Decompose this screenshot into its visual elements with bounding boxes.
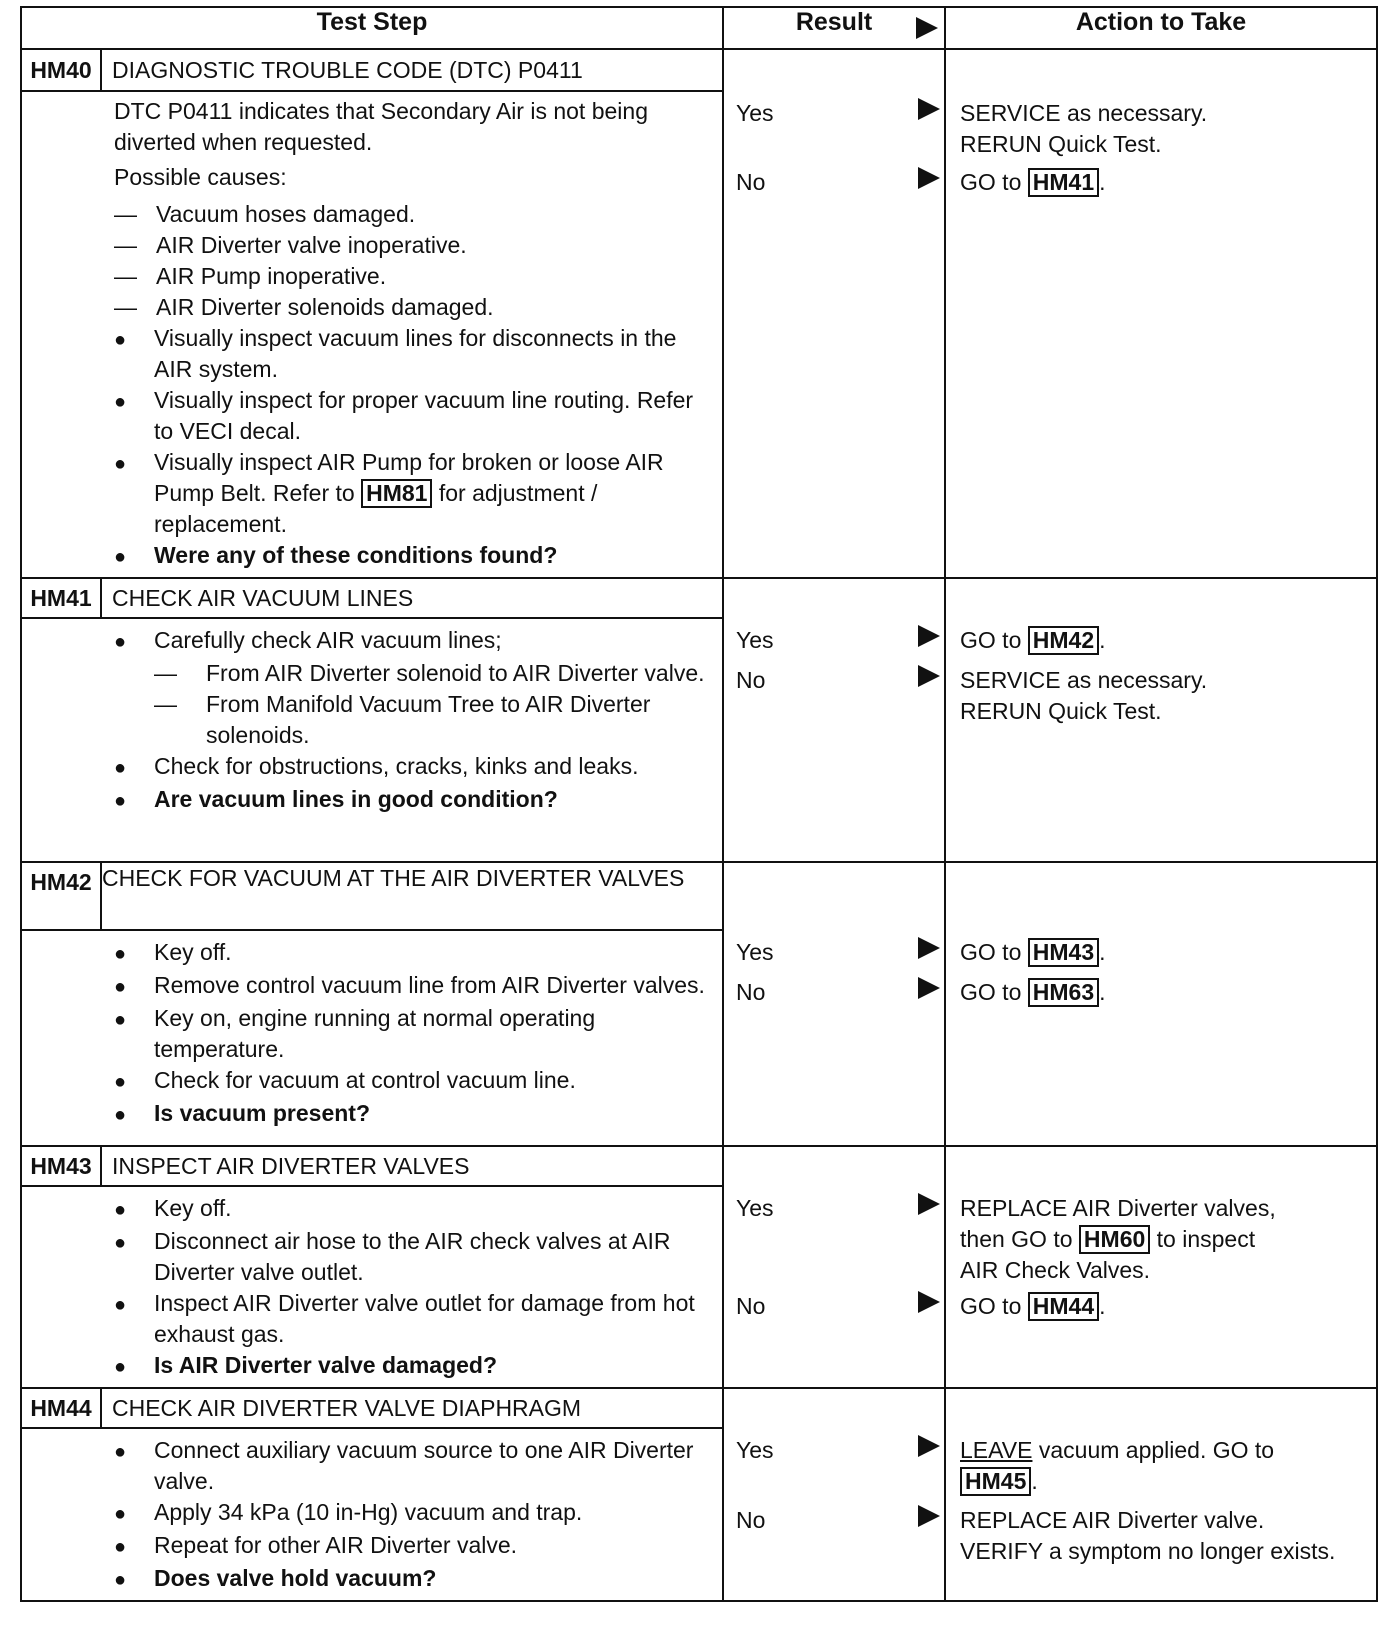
result-no-label: No <box>736 169 766 195</box>
action-no <box>960 167 1368 198</box>
step-hm41-result <box>723 578 945 862</box>
step-code: HM43 <box>21 1146 101 1186</box>
bullet-text: Check for obstructions, cracks, kinks and leaks. <box>154 753 639 779</box>
action-yes <box>960 625 1368 656</box>
header-row <box>21 7 1377 49</box>
em-dash-icon <box>114 199 156 230</box>
bullet-text <box>154 447 712 540</box>
action-text: REPLACE AIR Diverter valves, <box>960 1195 1276 1221</box>
action-no <box>960 665 1368 727</box>
question-text: Is vacuum present? <box>154 1100 371 1126</box>
cause-item <box>114 230 712 261</box>
action-text-part: vacuum applied. GO to <box>1038 1437 1275 1463</box>
bullet-text: Visually inspect vacuum lines for disconnects in the AIR system. <box>154 325 677 382</box>
header-result <box>723 7 945 49</box>
bullet-text-part: Visually inspect AIR Pump for broken or loose AIR Pump Belt. Refer to <box>154 449 664 506</box>
bullet-item <box>114 1435 712 1497</box>
result-yes <box>736 1435 944 1466</box>
step-hm43-title-row <box>21 1146 1377 1186</box>
bullet-item <box>114 937 712 970</box>
header-result-label: Result <box>795 8 873 36</box>
action-text-part: LEAVE <box>960 1437 1033 1463</box>
bullet-dot-icon <box>114 447 154 540</box>
bullet-item-question <box>114 1098 712 1131</box>
step-reference-link[interactable]: HM81 <box>361 479 432 508</box>
step-hm41-action <box>945 578 1377 862</box>
step-hm41-title-row <box>21 578 1377 618</box>
bullet-text: Key off. <box>154 1195 232 1221</box>
cause-item <box>114 292 712 323</box>
bullet-dot-icon <box>114 323 154 385</box>
bullet-dot-icon <box>114 625 154 658</box>
action-text-part: then GO to <box>960 1226 1073 1252</box>
result-no <box>736 167 944 198</box>
action-text: . <box>1099 939 1106 965</box>
bullet-text: Visually inspect for proper vacuum line routing. Refer to VECI decal. <box>154 387 694 444</box>
action-text: GO to <box>960 627 1022 653</box>
action-text: RERUN Quick Test. <box>960 131 1162 157</box>
result-yes-label: Yes <box>736 1437 774 1463</box>
action-text: AIR Check Valves. <box>960 1257 1151 1283</box>
bullet-text: Key on, engine running at normal operating temperature. <box>154 1005 596 1062</box>
bullet-dot-icon <box>114 937 154 970</box>
right-triangle-arrow-icon <box>918 665 940 687</box>
result-yes-label: Yes <box>736 100 774 126</box>
step-hm40-title-row <box>21 49 1377 91</box>
step-reference-link[interactable]: HM60 <box>1079 1225 1150 1254</box>
bullet-item <box>114 323 712 385</box>
bullet-item <box>114 970 712 1003</box>
action-yes <box>960 937 1368 968</box>
action-no <box>960 977 1368 1008</box>
result-yes-label: Yes <box>736 1195 774 1221</box>
result-yes <box>736 1193 944 1224</box>
action-text-part: to inspect <box>1156 1226 1256 1252</box>
bullet-dot-icon <box>114 1563 154 1596</box>
bullet-dot-icon <box>114 1003 154 1065</box>
step-code: HM42 <box>21 862 101 930</box>
bullet-text: Inspect AIR Diverter valve outlet for damage from hot exhaust gas. <box>154 1290 695 1347</box>
bullet-item <box>114 447 712 540</box>
action-yes <box>960 1193 1368 1286</box>
bullet-dot-icon <box>114 1226 154 1288</box>
step-code: HM44 <box>21 1388 101 1428</box>
bullet-item <box>114 751 712 784</box>
bullet-item-question <box>114 784 712 817</box>
action-yes <box>960 1435 1368 1497</box>
bullet-text: Remove control vacuum line from AIR Diverter valves. <box>154 972 705 998</box>
action-text <box>960 1466 1368 1497</box>
bullet-item <box>114 1003 712 1065</box>
em-dash-icon <box>114 261 156 292</box>
step-reference-link[interactable]: HM43 <box>1028 938 1099 967</box>
action-no <box>960 1291 1368 1322</box>
question-text: Were any of these conditions found? <box>154 542 558 568</box>
bullet-dot-icon <box>114 1350 154 1383</box>
bullet-item <box>114 1288 712 1350</box>
step-code: HM41 <box>21 578 101 618</box>
bullet-dot-icon <box>114 970 154 1003</box>
bullet-item-question <box>114 1350 712 1383</box>
action-text: GO to <box>960 169 1022 195</box>
action-text: . <box>1099 627 1106 653</box>
step-reference-link[interactable]: HM44 <box>1028 1292 1099 1321</box>
bullet-text: Repeat for other AIR Diverter valve. <box>154 1532 518 1558</box>
question-text: Are vacuum lines in good condition? <box>154 786 558 812</box>
step-hm40-body <box>21 91 723 578</box>
bullet-item <box>114 625 712 658</box>
bullet-text: Apply 34 kPa (10 in-Hg) vacuum and trap. <box>154 1499 583 1525</box>
step-title: DIAGNOSTIC TROUBLE CODE (DTC) P0411 <box>101 49 723 91</box>
sub-text: From Manifold Vacuum Tree to AIR Diverter solenoids. <box>206 691 651 748</box>
bullet-item-question <box>114 540 712 573</box>
bullet-item <box>114 385 712 447</box>
right-triangle-arrow-icon <box>918 98 940 120</box>
action-text: REPLACE AIR Diverter valve. <box>960 1507 1265 1533</box>
action-no <box>960 1505 1368 1567</box>
action-text: . <box>1099 1293 1106 1319</box>
bullet-dot-icon <box>114 540 154 573</box>
action-text <box>960 1224 1368 1255</box>
bullet-item <box>114 1065 712 1098</box>
action-text: . <box>1099 979 1106 1005</box>
sub-item <box>114 658 712 689</box>
bullet-text: Check for vacuum at control vacuum line. <box>154 1067 576 1093</box>
step-hm44-result <box>723 1388 945 1601</box>
bullet-text-part: for adjustment / replacement. <box>154 480 598 537</box>
bullet-text: Connect auxiliary vacuum source to one AIR Diverter valve. <box>154 1437 694 1494</box>
result-yes-label: Yes <box>736 939 774 965</box>
step-title: INSPECT AIR DIVERTER VALVES <box>101 1146 723 1186</box>
sub-text: From AIR Diverter solenoid to AIR Diverter valve. <box>206 660 705 686</box>
bullet-dot-icon <box>114 751 154 784</box>
right-triangle-arrow-icon <box>918 977 940 999</box>
bullet-item <box>114 1530 712 1563</box>
result-no-label: No <box>736 1293 766 1319</box>
action-text: SERVICE as necessary. <box>960 100 1208 126</box>
action-text: VERIFY a symptom no longer exists. <box>960 1538 1336 1564</box>
right-triangle-arrow-icon <box>918 625 940 647</box>
result-yes-label: Yes <box>736 627 774 653</box>
right-triangle-arrow-icon <box>918 1193 940 1215</box>
action-text <box>960 1435 1368 1466</box>
header-action: Action to Take <box>945 7 1377 49</box>
right-triangle-arrow-icon <box>918 167 940 189</box>
action-text: SERVICE as necessary. <box>960 667 1208 693</box>
step-reference-link[interactable]: HM63 <box>1028 978 1099 1007</box>
step-hm41-body <box>21 618 723 862</box>
step-hm44-body <box>21 1428 723 1601</box>
cause-item <box>114 261 712 292</box>
result-no <box>736 1505 944 1536</box>
step-hm40-action <box>945 49 1377 578</box>
action-text: . <box>1099 169 1106 195</box>
step-reference-link[interactable]: HM41 <box>1028 168 1099 197</box>
bullet-dot-icon <box>114 385 154 447</box>
bullet-dot-icon <box>114 1435 154 1497</box>
step-hm42-title-row <box>21 862 1377 930</box>
diagnostic-table-sheet <box>20 6 1376 1624</box>
right-triangle-arrow-icon <box>918 937 940 959</box>
right-triangle-arrow-icon <box>918 1435 940 1457</box>
step-hm43-body <box>21 1186 723 1388</box>
bullet-text: Key off. <box>154 939 232 965</box>
step-reference-link[interactable]: HM45 <box>960 1467 1031 1496</box>
step-hm44-title-row <box>21 1388 1377 1428</box>
step-code: HM40 <box>21 49 101 91</box>
em-dash-icon <box>154 689 206 751</box>
bullet-text: Disconnect air hose to the AIR check valves at AIR Diverter valve outlet. <box>154 1228 671 1285</box>
action-text: RERUN Quick Test. <box>960 698 1162 724</box>
em-dash-icon <box>114 292 156 323</box>
header-test-step: Test Step <box>21 7 723 49</box>
action-text: GO to <box>960 939 1022 965</box>
step-hm43-result <box>723 1146 945 1388</box>
result-no <box>736 977 944 1008</box>
question-text: Is AIR Diverter valve damaged? <box>154 1352 498 1378</box>
step-title: CHECK AIR VACUUM LINES <box>101 578 723 618</box>
step-hm42-result <box>723 862 945 1146</box>
right-triangle-arrow-icon <box>918 1505 940 1527</box>
cause-text: AIR Diverter solenoids damaged. <box>156 294 494 320</box>
cause-item <box>114 199 712 230</box>
action-yes <box>960 98 1368 160</box>
result-no-label: No <box>736 979 766 1005</box>
bullet-item <box>114 1226 712 1288</box>
bullet-dot-icon <box>114 1288 154 1350</box>
action-text: GO to <box>960 1293 1022 1319</box>
result-yes <box>736 937 944 968</box>
step-hm43-action <box>945 1146 1377 1388</box>
right-triangle-arrow-icon <box>916 17 938 39</box>
result-no <box>736 665 944 696</box>
step-hm40-result <box>723 49 945 578</box>
action-text: GO to <box>960 979 1022 1005</box>
step-hm42-body <box>21 930 723 1146</box>
result-no-label: No <box>736 667 766 693</box>
step-hm42-action <box>945 862 1377 1146</box>
result-yes <box>736 98 944 129</box>
step-title: CHECK AIR DIVERTER VALVE DIAPHRAGM <box>101 1388 723 1428</box>
step-hm44-action <box>945 1388 1377 1601</box>
result-no-label: No <box>736 1507 766 1533</box>
result-no <box>736 1291 944 1322</box>
bullet-dot-icon <box>114 784 154 817</box>
bullet-item <box>114 1497 712 1530</box>
bullet-dot-icon <box>114 1065 154 1098</box>
step-reference-link[interactable]: HM42 <box>1028 626 1099 655</box>
cause-text: Vacuum hoses damaged. <box>156 201 416 227</box>
em-dash-icon <box>154 658 206 689</box>
question-text: Does valve hold vacuum? <box>154 1565 437 1591</box>
bullet-dot-icon <box>114 1530 154 1563</box>
sub-item <box>114 689 712 751</box>
cause-text: AIR Pump inoperative. <box>156 263 387 289</box>
result-yes <box>736 625 944 656</box>
bullet-dot-icon <box>114 1098 154 1131</box>
action-text-part: . <box>1031 1468 1038 1494</box>
bullet-item <box>114 1193 712 1226</box>
bullet-item-question <box>114 1563 712 1596</box>
step-title: CHECK FOR VACUUM AT THE AIR DIVERTER VALVES <box>101 862 723 930</box>
em-dash-icon <box>114 230 156 261</box>
cause-text: AIR Diverter valve inoperative. <box>156 232 467 258</box>
diagnostic-table <box>20 6 1378 1602</box>
right-triangle-arrow-icon <box>918 1291 940 1313</box>
bullet-dot-icon <box>114 1193 154 1226</box>
step-intro: DTC P0411 indicates that Secondary Air is not being diverted when requested. <box>114 98 648 155</box>
bullet-dot-icon <box>114 1497 154 1530</box>
bullet-text: Carefully check AIR vacuum lines; <box>154 627 502 653</box>
causes-label: Possible causes: <box>114 164 287 190</box>
